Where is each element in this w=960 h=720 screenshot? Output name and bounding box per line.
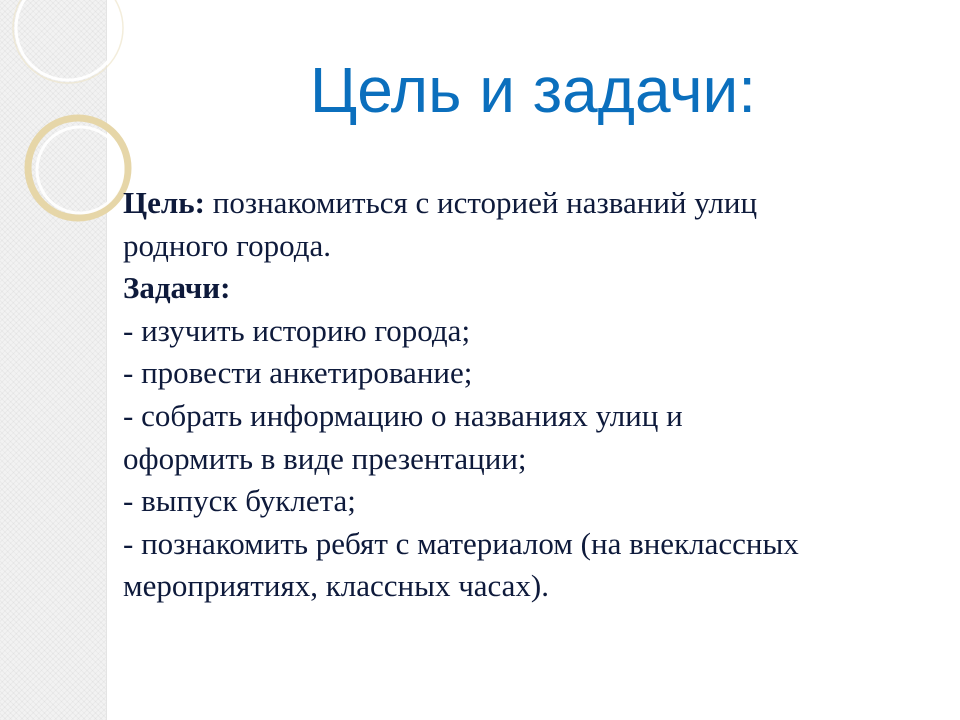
task-line: - выпуск буклета; [123, 483, 356, 519]
decorative-rings-icon [0, 0, 140, 260]
task-line: - познакомить ребят с материалом (на внеклассных [123, 525, 799, 561]
slide-body [123, 182, 953, 608]
goal-text-1: познакомиться с историей названий улиц [212, 185, 758, 220]
slide-title: Цель и задачи: [309, 54, 757, 126]
task-line: - провести анкетирование; [123, 355, 473, 391]
goal-line [123, 182, 953, 225]
goal-text-2: родного города. [123, 227, 331, 263]
goal-label: Цель: [123, 185, 205, 220]
task-line: - собрать информацию о названиях улиц и [123, 397, 683, 433]
decorative-ring-top [16, 0, 120, 80]
task-line: оформить в виде презентации; [123, 440, 527, 476]
decorative-ring-white [37, 127, 123, 213]
tasks-label: Задачи: [123, 270, 231, 306]
task-line: - изучить историю города; [123, 312, 471, 348]
task-line: мероприятиях, классных часах). [123, 568, 550, 604]
decorative-ring-gold [28, 118, 128, 218]
